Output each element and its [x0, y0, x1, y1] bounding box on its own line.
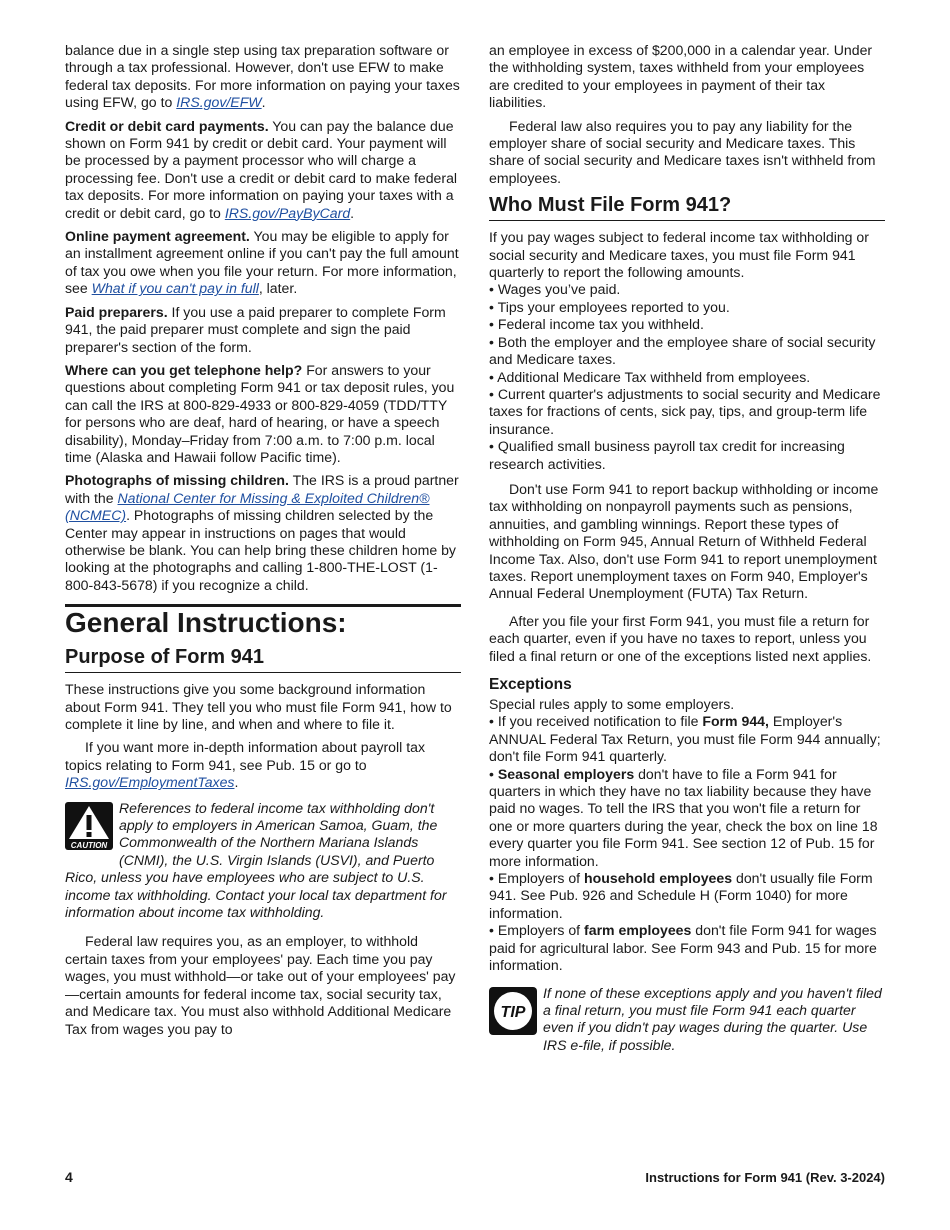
- amounts-list: [489, 281, 885, 472]
- caution-note: [65, 800, 461, 922]
- cant-pay-in-full-link[interactable]: What if you can't pay in full: [91, 280, 259, 297]
- who-must-file-title: Who Must File Form 941?: [489, 193, 885, 221]
- exception-form-944: • If you received notification to file Form 944, Employer's ANNUAL Federal Tax Return, you must file Form 944 annually; don't file Form 941 quarterly.: [489, 713, 881, 765]
- general-instructions-title: General Instructions:: [65, 604, 461, 639]
- online-payment-heading: Online payment agreement.: [65, 228, 250, 245]
- online-payment-paragraph: Online payment agreement. You may be eligible to apply for an installment agreement online if you can't pay the full amount of tax you owe when you file your return. For more information, see What if you can't pay in full, later.: [65, 228, 459, 297]
- missing-children-heading: Photographs of missing children.: [65, 472, 289, 489]
- employment-taxes-link[interactable]: IRS.gov/EmploymentTaxes: [65, 774, 235, 791]
- federal-law-paragraph: Federal law requires you, as an employer, to withhold certain taxes from your employees' pay. Each time you pay wages, you must withhold—or take out of your employees' pay—certain amounts for federal income tax, social security tax, and Medicare tax. You must also withhold Additional Medicare Tax from wages you pay to: [65, 933, 456, 1037]
- pay-by-card-link[interactable]: IRS.gov/PayByCard: [224, 204, 351, 221]
- irs-efw-link[interactable]: IRS.gov/EFW: [176, 94, 262, 111]
- left-column: [65, 42, 461, 1044]
- purpose-paragraph: These instructions give you some background information about Form 941. They tell you who must file Form 941, how to complete it line by line, and when and where to file it.: [65, 681, 452, 732]
- page-number: 4: [65, 1169, 73, 1185]
- ncmec-link[interactable]: National Center for Missing & Exploited Children® (NCMEC): [65, 489, 430, 524]
- card-payments-paragraph: Credit or debit card payments. You can pay the balance due shown on Form 941 by credit or debit card. Your payment will be processed by a payment processor who will charge a processing fee. Don't use a credit or debit card to make federal tax deposits. For more information on paying your taxes with a credit or debit card, go to IRS.gov/PayByCard.: [65, 117, 458, 221]
- paid-preparers-heading: Paid preparers.: [65, 303, 168, 320]
- paid-preparers-paragraph: Paid preparers. If you use a paid preparer to complete Form 941, the paid preparer must complete and sign the paid preparer's section of the form.: [65, 303, 446, 355]
- telephone-help-paragraph: Where can you get telephone help? For answers to your questions about completing Form 941 or tax deposit rules, you can call the IRS at 800-829-4933 or 800-829-4059 (TDD/TTY for persons who are deaf, hard of hearing, or have a speech disability), Monday–Friday from 7:00 a.m. to 7:00 p.m. local time (Alaska and Hawaii follow Pacific time).: [65, 361, 455, 465]
- exception-farm: • Employers of farm employees don't file Form 941 for wages paid for agricultural labor. See Form 943 and Pub. 15 for more information.: [489, 922, 877, 974]
- telephone-help-heading: Where can you get telephone help?: [65, 361, 303, 378]
- list-item: • Tips your employees reported to you.: [489, 298, 730, 315]
- list-item: • Federal income tax you withheld.: [489, 316, 704, 333]
- payroll-topics-paragraph: If you want more in-depth information about payroll tax topics relating to Form 941, see Pub. 15 or go to IRS.gov/EmploymentTaxes.: [65, 739, 425, 791]
- right-column: [489, 42, 885, 1066]
- document-title: Instructions for Form 941 (Rev. 3-2024): [645, 1170, 885, 1185]
- withholding-paragraph: an employee in excess of $200,000 in a calendar year. Under the withholding system, taxes withheld from your employees are credited to your employees in payment of their tax liabilities.: [489, 42, 873, 111]
- missing-children-paragraph: Photographs of missing children. The IRS is a proud partner with the National Center for Missing & Exploited Children® (NCMEC). Photographs of missing children selected by the Center may appear in instructions on pages that would otherwise be blank. You can help bring these children home by looking at the photographs and calling 1-800-THE-LOST (1-800-843-5678) if you recognize a child.: [65, 472, 459, 593]
- who-must-file-paragraph: If you pay wages subject to federal income tax withholding or social security and Medicare taxes, you must file Form 941 quarterly to report the following amounts.: [489, 229, 869, 281]
- tip-note: [489, 985, 885, 1055]
- list-item: • Additional Medicare Tax withheld from employees.: [489, 368, 811, 385]
- list-item: • Qualified small business payroll tax credit for increasing research activities.: [489, 438, 845, 472]
- caution-text: References to federal income tax withholding don't apply to employers in American Samoa, Guam, the Commonwealth of the Northern Mariana Islands (CNMI), the U.S. Virgin Islands (USVI), and Puerto Rico, unless you have employees who are subject to U.S. income tax withholding. Contact your local tax department for information about income tax withholding.: [65, 799, 447, 921]
- tip-text: If none of these exceptions apply and you haven't filed a final return, you must file Form 941 each quarter even if you didn't pay wages during the quarter. Use IRS e-file, if possible.: [543, 984, 882, 1053]
- list-item: • Both the employer and the employee share of social security and Medicare taxes.: [489, 333, 876, 368]
- dont-use-paragraph: Don't use Form 941 to report backup withholding or income tax withholding on nonpayroll payments such as pensions, annuities, and gambling winnings. Report these types of withholding on Form 945, Annual Return of Withheld Federal Income Tax. Also, don't use Form 941 to report unemployment taxes. Report unemployment taxes on Form 940, Employer's Annual Federal Unemployment (FUTA) Tax Return.: [489, 480, 879, 602]
- efw-paragraph: balance due in a single step using tax preparation software or through a tax professional. However, don't use EFW to make federal tax deposits. For more information on paying your taxes using EFW, go to IRS.gov/EFW.: [65, 42, 460, 111]
- tip-label: TIP: [500, 1003, 526, 1021]
- tip-icon: [489, 987, 537, 1039]
- caution-label: CAUTION: [70, 840, 108, 850]
- list-item: • Current quarter's adjustments to social security and Medicare taxes for fractions of cents, sick pay, tips, and group-term life insurance.: [489, 385, 881, 437]
- exception-household: • Employers of household employees don't usually file Form 941. See Pub. 926 and Schedule H (Form 1040) for more information.: [489, 870, 873, 921]
- list-item: • Wages you’ve paid.: [489, 281, 621, 298]
- exceptions-title: Exceptions: [489, 676, 572, 693]
- caution-icon: [65, 802, 113, 854]
- exception-seasonal: • Seasonal employers don't have to file a Form 941 for quarters in which they have no tax liability because they have paid no wages. To tell the IRS that you won't file a return for one or more quarters during the year, check the box on line 18 every quarter you file Form 941. See section 12 of Pub. 15 for more information.: [489, 765, 878, 869]
- special-rules-paragraph: Special rules apply to some employers.: [489, 696, 735, 712]
- card-payments-heading: Credit or debit card payments.: [65, 117, 269, 134]
- after-first-return-paragraph: After you file your first Form 941, you must file a return for each quarter, even if you have no taxes to report, unless you filed a final return or one of the exceptions listed next applies.: [489, 612, 872, 664]
- employer-share-paragraph: Federal law also requires you to pay any liability for the employer share of social security and Medicare taxes. This share of social security and Medicare taxes isn't withheld from employees.: [489, 117, 876, 186]
- purpose-title: Purpose of Form 941: [65, 645, 461, 673]
